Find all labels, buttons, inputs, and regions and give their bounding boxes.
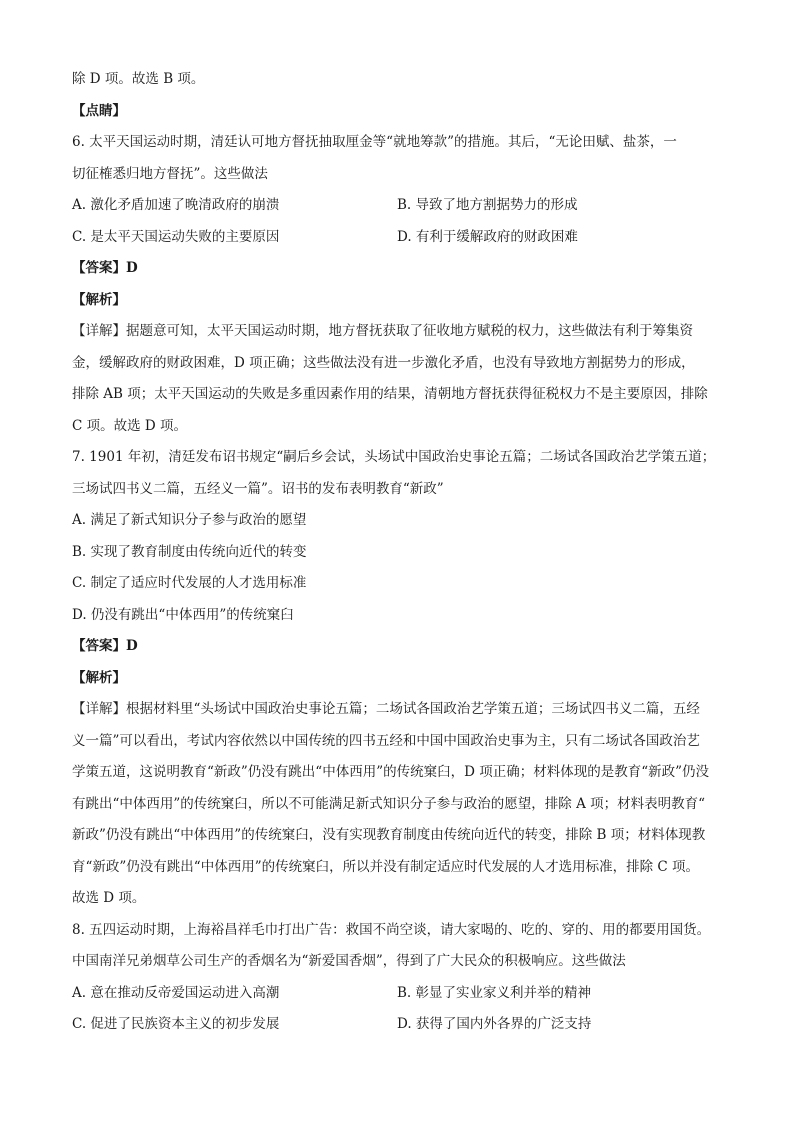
option-d[interactable]: D. 仍没有跳出“中体西用”的传统窠臼 [72, 606, 294, 623]
option-a[interactable]: A. 满足了新式知识分子参与政治的愿望 [72, 512, 307, 528]
question-8-options-row [72, 978, 722, 1010]
section-heading-dianjing: 【点睛】 [72, 102, 126, 119]
option-a[interactable]: A. 激化矛盾加速了晚清政府的崩溃 [72, 197, 280, 213]
option-c[interactable]: C. 是太平天国运动失败的主要原因 [72, 228, 280, 245]
option-b[interactable]: B. 彰显了实业家义利并举的精神 [397, 984, 592, 1001]
option-d[interactable]: D. 有利于缓解政府的财政困难 [397, 228, 578, 245]
text-line: 除 D 项。故选 B 项。 [72, 71, 205, 87]
document-page [72, 64, 722, 1041]
question-8-stem: 中国南洋兄弟烟草公司生产的香烟名为“新爱国香烟”，得到了广大民众的积极响应。这些做法 [72, 953, 626, 969]
option-b[interactable]: B. 实现了教育制度由传统向近代的转变 [72, 543, 307, 560]
option-d[interactable]: D. 获得了国内外各界的广泛支持 [397, 1016, 592, 1032]
question-8-stem: 8. 五四运动时期，上海裕昌祥毛巾打出广告：救国不尚空谈，请大家喝的、吃的、穿的、用的都要用国货。 [72, 921, 711, 938]
question-7-stem: 三场试四书义二篇，五经义一篇”。诏书的发布表明教育“新政” [72, 480, 444, 497]
question-7-stem: 7. 1901 年初，清廷发布诏书规定“嗣后乡会试，头场试中国政治史事论五篇；二场试各国政治艺学策五道； [72, 449, 716, 465]
explanation-text: C 项。故选 D 项。 [72, 417, 188, 434]
option-a[interactable]: A. 意在推动反帝爱国运动进入高潮 [72, 984, 280, 1001]
question-8-options-row [72, 1009, 722, 1041]
explanation-text: 【详解】据题意可知，太平天国运动时期，地方督抚获取了征收地方赋税的权力，这些做法有利于筹集资 [72, 323, 693, 339]
option-c[interactable]: C. 制定了适应时代发展的人才选用标准 [72, 575, 307, 591]
question-6-stem: 切征榷悉归地方督抚”。这些做法 [72, 165, 268, 182]
explanation-text: 义一篇”可以看出，考试内容依然以中国传统的四书五经和中国中国政治史事为主，只有二场试各国政治艺 [72, 732, 700, 749]
explanation-text: 排除 AB 项；太平天国运动的失败是多重因素作用的结果，清朝地方督抚获得征税权力不是主要原因，排除 [72, 386, 708, 402]
analysis-heading: 【解析】 [72, 291, 126, 308]
question-6-options-row [72, 190, 722, 222]
explanation-text: 新政”仍没有跳出“中体西用”的传统窠臼，没有实现教育制度由传统向近代的转变，排除 B 项；材料体现教 [72, 827, 706, 843]
analysis-heading: 【解析】 [72, 669, 126, 686]
explanation-text: 金，缓解政府的财政困难，D 项正确；这些做法没有进一步激化矛盾，也没有导致地方割据势力的形成， [72, 354, 695, 371]
option-b[interactable]: B. 导致了地方割据势力的形成 [397, 197, 578, 213]
explanation-text: 学策五道，这说明教育“新政”仍没有跳出“中体西用”的传统窠臼，D 项正确；材料体现的是教育“新政”仍没 [72, 764, 710, 780]
explanation-text: 【详解】根据材料里“头场试中国政治史事论五篇；二场试各国政治艺学策五道；三场试四书义二篇，五经 [72, 701, 700, 717]
answer-label: 【答案】D [72, 638, 138, 654]
question-6-stem: 6. 太平天国运动时期，清廷认可地方督抚抽取厘金等“就地筹款”的措施。其后，“无论田赋、盐茶，一 [72, 134, 677, 150]
question-6-options-row [72, 222, 722, 254]
option-c[interactable]: C. 促进了民族资本主义的初步发展 [72, 1016, 280, 1032]
explanation-text: 育“新政”仍没有跳出“中体西用”的传统窠臼，所以并没有制定适应时代发展的人才选用标准，排除 C 项。 [72, 858, 700, 875]
explanation-text: 有跳出“中体西用”的传统窠臼，所以不可能满足新式知识分子参与政治的愿望，排除 A 项；材料表明教育“ [72, 795, 706, 812]
answer-label: 【答案】D [72, 260, 138, 276]
explanation-text: 故选 D 项。 [72, 890, 146, 906]
